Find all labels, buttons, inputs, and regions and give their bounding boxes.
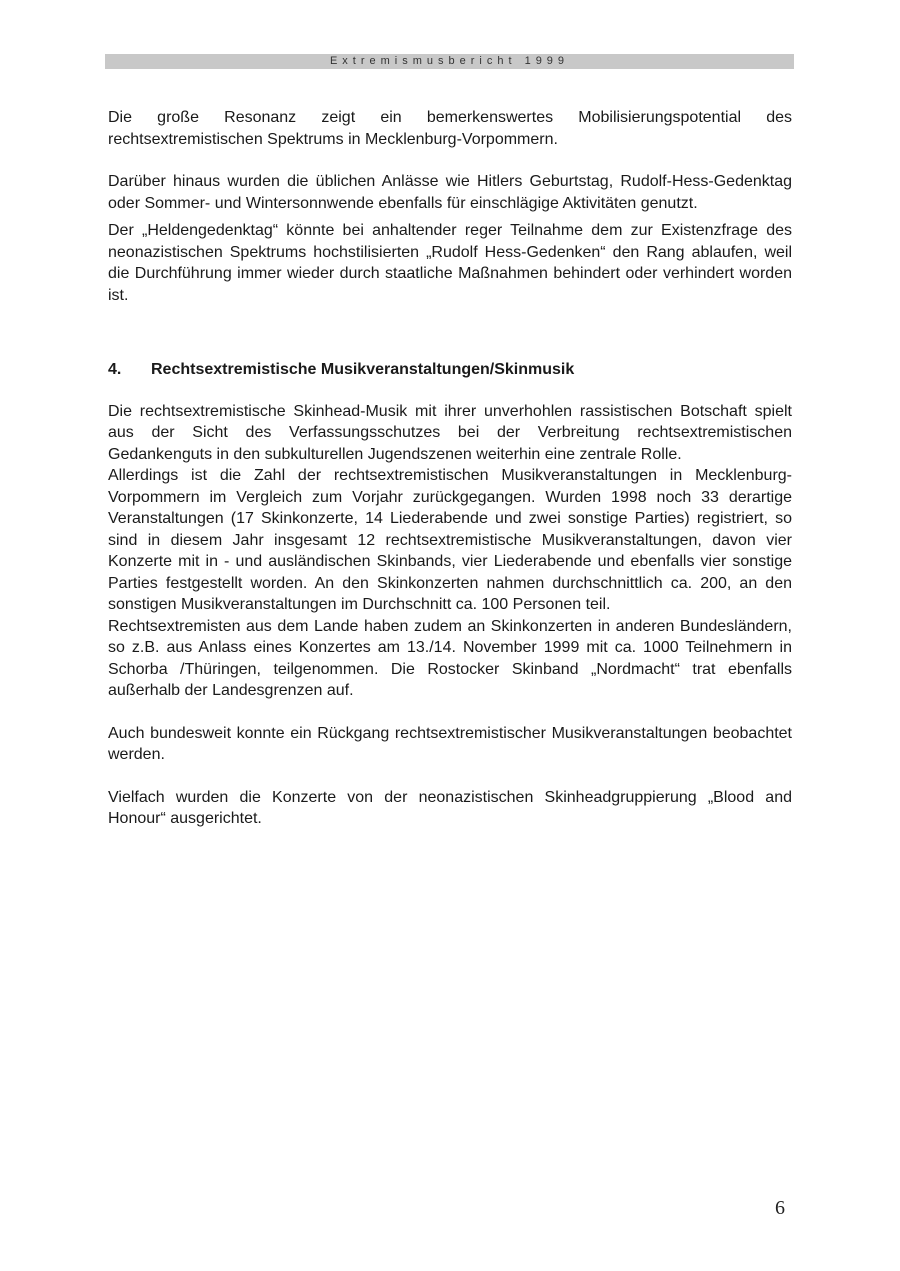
section-number: 4. (108, 361, 122, 378)
paragraph-anlaesse: Darüber hinaus wurden die üblichen Anlässe wie Hitlers Geburtstag, Rudolf-Hess-Gedenktag oder Sommer- und Wintersonnwende ebenfalls für einschlägige Aktivitäten genutzt. (108, 173, 792, 212)
page-number: 6 (775, 1197, 785, 1219)
paragraph-andere-bundeslaender: Rechtsextremisten aus dem Lande haben zudem an Skinkonzerten in anderen Bundesländern, so z.B. aus Anlass eines Konzertes am 13./14. November 1999 mit ca. 1000 Teilnehmern in Schorba /Thüringen, teilgenommen. Die Rostocker Skinband „Nordmacht“ trat ebenfalls außerhalb der Landesgrenzen auf. (108, 617, 792, 699)
paragraph-resonanz: Die große Resonanz zeigt ein bemerkenswertes Mobilisierungspotential des rechtsextremistischen Spektrums in Mecklenburg-Vorpommern. (108, 109, 792, 148)
header-title: Extremismusbericht 1999 (329, 55, 570, 67)
paragraph-skinhead-musik: Die rechtsextremistische Skinhead-Musik mit ihrer unverhohlen rassistischen Botschaft spielt aus der Sicht des Verfassungsschutzes bei der Verbreitung rechtsextremistischen Gedankenguts in den subkulturellen Jugendszenen weiterhin eine zentrale Rolle. (108, 402, 792, 463)
paragraph-heldengedenktag: Der „Heldengedenktag“ könnte bei anhaltender reger Teilnahme dem zur Existenzfrage des neonazistischen Spektrums hochstilisierten „Rudolf Hess-Gedenken“ den Rang ablaufen, weil die Durchführung immer wieder durch staatliche Maßnahmen behindert oder verhindert worden ist. (108, 222, 792, 304)
section-heading (108, 359, 792, 381)
running-header (105, 54, 794, 69)
section-title: Rechtsextremistische Musikveranstaltungen/Skinmusik (151, 361, 575, 378)
paragraph-blood-and-honour: Vielfach wurden die Konzerte von der neonazistischen Skinheadgruppierung „Blood and Honour“ ausgerichtet. (108, 788, 792, 827)
document-body (108, 107, 792, 830)
paragraph-bundesweit: Auch bundesweit konnte ein Rückgang rechtsextremistischer Musikveranstaltungen beobachtet werden. (108, 724, 792, 763)
paragraph-zahl-veranstaltungen: Allerdings ist die Zahl der rechtsextremistischen Musikveranstaltungen in Mecklenburg-Vorpommern im Vergleich zum Vorjahr zurückgegangen. Wurden 1998 noch 33 derartige Veranstaltungen (17 Skinkonzerte, 14 Liederabende und zwei sonstige Parties) registriert, so sind in diesem Jahr insgesamt 12 rechtsextremistische Musikveranstaltungen, davon vier Konzerte mit in - und ausländischen Skinbands, vier Liederabende und ebenfalls vier sonstige Parties festgestellt worden. An den Skinkonzerten nahmen durchschnittlich ca. 200, an den sonstigen Musikveranstaltungen im Durchschnitt ca. 100 Personen teil. (108, 467, 792, 613)
